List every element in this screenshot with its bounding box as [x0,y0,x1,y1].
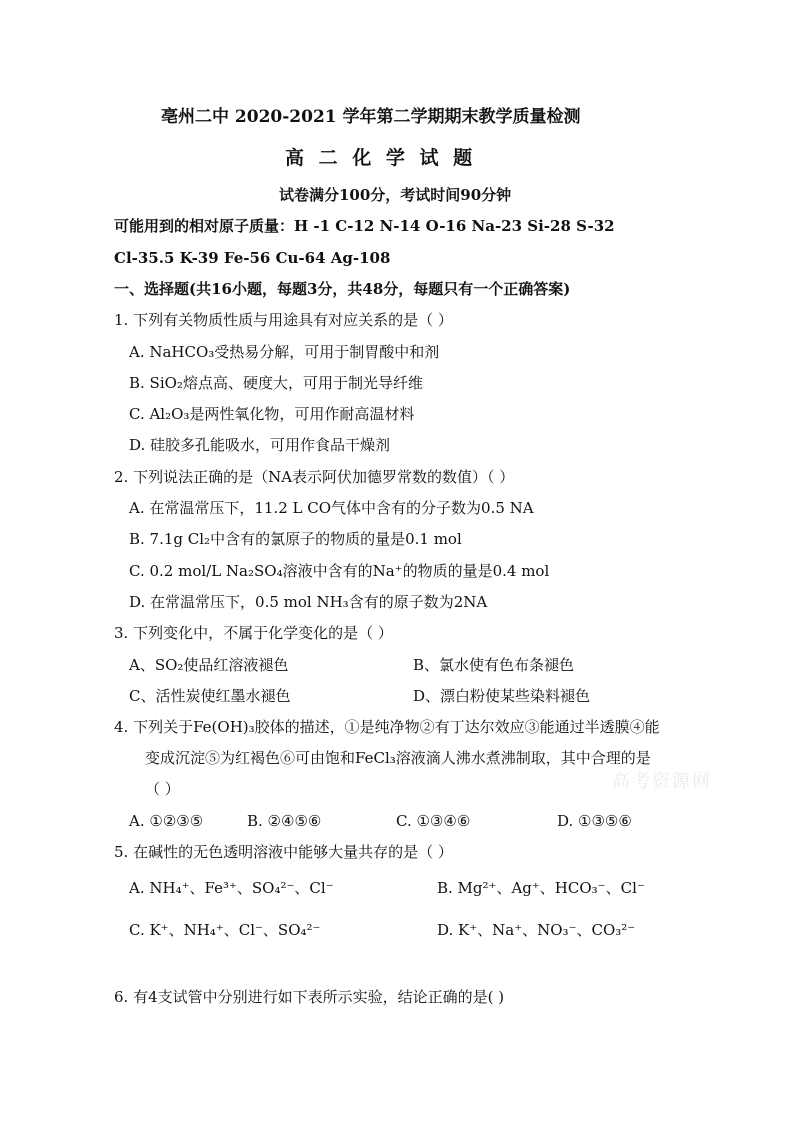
atomic-mass-line-1: 可能用到的相对原子质量：H -1 C-12 N-14 O-16 Na-23 Si-28 S-32 [114,217,615,235]
watermark: 高考资源网 [612,771,712,792]
question-1-stem: 1. 下列有关物质性质与用途具有对应关系的是（ ） [114,311,453,329]
exam-title: 亳州二中 2020-2021 学年第二学期期末教学质量检测 [161,107,581,127]
question-4-stem-line-2: 变成沉淀⑤为红褐色⑥可由饱和FeCl₃溶液滴人沸水煮沸制取，其中合理的是 [145,749,651,767]
question-2-option-a: A. 在常温常压下，11.2 L CO气体中含有的分子数为0.5 NA [129,499,534,517]
question-4-stem-line-3: （ ） [145,780,180,798]
subject-title: 高 二 化 学 试 题 [285,147,477,169]
question-1-option-b: B. SiO₂熔点高、硬度大，可用于制光导纤维 [129,374,423,392]
question-2-option-c: C. 0.2 mol/L Na₂SO₄溶液中含有的Na⁺的物质的量是0.4 mol [129,562,550,580]
question-3-stem: 3. 下列变化中，不属于化学变化的是（ ） [114,624,393,642]
question-6-stem: 6. 有4支试管中分别进行如下表所示实验，结论正确的是( ) [114,988,505,1006]
question-5-stem: 5. 在碱性的无色透明溶液中能够大量共存的是（ ） [114,843,453,861]
question-1-option-a: A. NaHCO₃受热易分解，可用于制胃酸中和剂 [129,343,440,361]
question-5-option-d: D. K⁺、Na⁺、NO₃⁻、CO₃²⁻ [437,921,636,939]
question-1-option-d: D. 硅胶多孔能吸水，可用作食品干燥剂 [129,436,391,454]
question-3-option-c: C、活性炭使红墨水褪色 [129,687,291,705]
question-4-option-c: C. ①③④⑥ [396,812,471,830]
question-3-option-d: D、漂白粉使某些染料褪色 [413,687,591,705]
question-5-option-b: B. Mg²⁺、Ag⁺、HCO₃⁻、Cl⁻ [437,879,645,897]
question-4-option-d: D. ①③⑤⑥ [557,812,632,830]
question-5-option-c: C. K⁺、NH₄⁺、Cl⁻、SO₄²⁻ [129,921,321,939]
question-1-option-c: C. Al₂O₃是两性氧化物，可用作耐高温材料 [129,405,415,423]
question-4-stem-line-1: 4. 下列关于Fe(OH)₃胶体的描述，①是纯净物②有丁达尔效应③能通过半透膜④能 [114,718,660,736]
question-2-option-b: B. 7.1g Cl₂中含有的氯原子的物质的量是0.1 mol [129,530,462,548]
question-5-option-a: A. NH₄⁺、Fe³⁺、SO₄²⁻、Cl⁻ [129,879,334,897]
question-2-option-d: D. 在常温常压下，0.5 mol NH₃含有的原子数为2NA [129,593,488,611]
atomic-mass-line-2: Cl-35.5 K-39 Fe-56 Cu-64 Ag-108 [114,249,391,267]
question-2-stem: 2. 下列说法正确的是（NA表示阿伏加德罗常数的数值）（ ） [114,468,515,486]
question-3-option-b: B、氯水使有色布条褪色 [413,656,575,674]
section-heading: 一、选择题(共16小题，每题3分，共48分，每题只有一个正确答案) [114,280,571,298]
question-4-option-a: A. ①②③⑤ [129,812,204,830]
exam-info: 试卷满分100分，考试时间90分钟 [279,186,512,204]
question-3-option-a: A、SO₂使品红溶液褪色 [129,656,289,674]
question-4-option-b: B. ②④⑤⑥ [247,812,322,830]
